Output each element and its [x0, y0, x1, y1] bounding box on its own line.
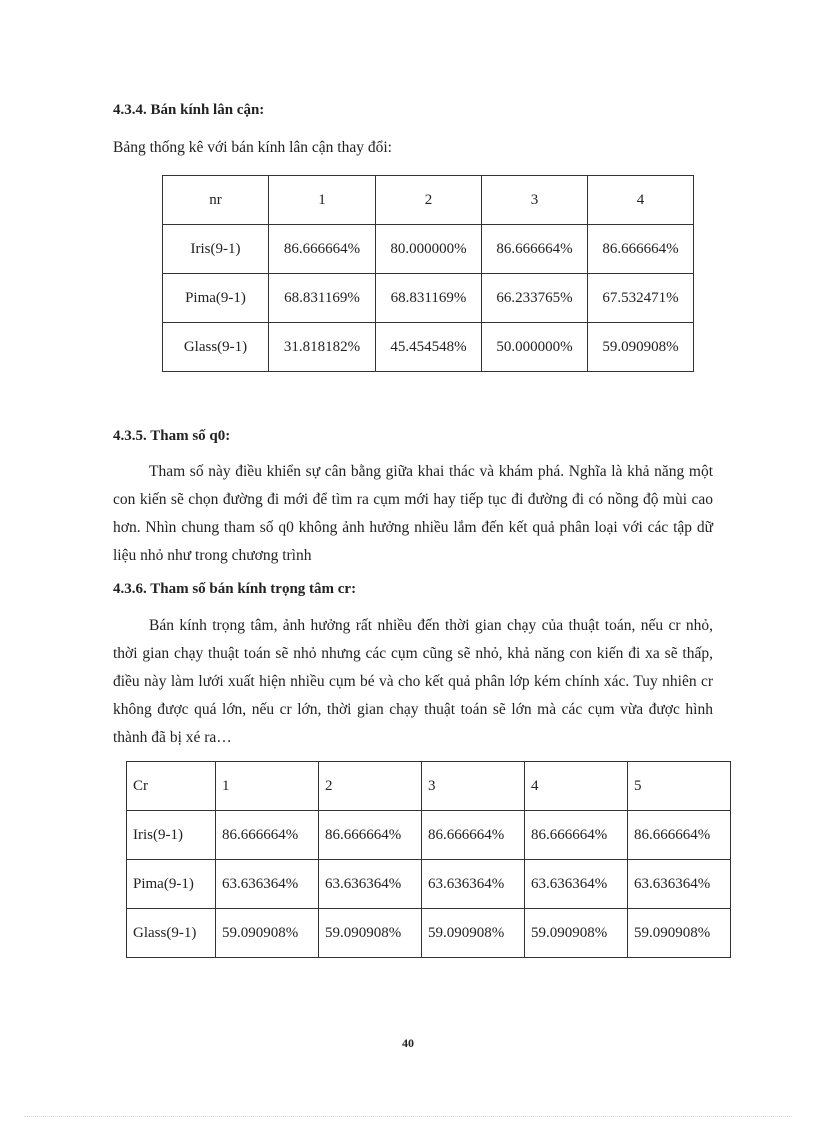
table-header-cell: 4: [525, 762, 628, 811]
table-cell: 50.000000%: [482, 323, 588, 372]
table-cell: 59.090908%: [216, 909, 319, 958]
table-row: [127, 811, 731, 860]
table-cell: 86.666664%: [269, 225, 376, 274]
table-cell: 86.666664%: [422, 811, 525, 860]
table-row: [127, 909, 731, 958]
table-cell: 63.636364%: [216, 860, 319, 909]
table-cell: 45.454548%: [376, 323, 482, 372]
table-row: [163, 323, 694, 372]
table-cell: Glass(9-1): [127, 909, 216, 958]
table-cell: Iris(9-1): [127, 811, 216, 860]
table-header-cell: 5: [628, 762, 731, 811]
table-header-cell: 3: [482, 176, 588, 225]
table-cell: 31.818182%: [269, 323, 376, 372]
table-cell: 80.000000%: [376, 225, 482, 274]
table-header-cell: 1: [216, 762, 319, 811]
table-cell: Pima(9-1): [127, 860, 216, 909]
table-cell: 59.090908%: [422, 909, 525, 958]
table-cell: 63.636364%: [319, 860, 422, 909]
table-cell: 86.666664%: [319, 811, 422, 860]
table-cell: 66.233765%: [482, 274, 588, 323]
section-4-3-5-body: [113, 458, 713, 570]
paragraph-q0: Tham số này điều khiển sự cân bằng giữa khai thác và khám phá. Nghĩa là khả năng một con kiến sẽ chọn đường đi mới để tìm ra cụm mới hay tiếp tục đi đường đi có nồng độ mùi cao hơn. Nhìn chung tham số q0 không ảnh hưởng nhiều lắm đến kết quả phân loại với các tập dữ liệu nhỏ như trong chương trình: [113, 463, 713, 564]
table-cell: Iris(9-1): [163, 225, 269, 274]
table-row: [163, 274, 694, 323]
table-header-cell: 1: [269, 176, 376, 225]
section-4-3-6-body: [113, 612, 713, 752]
section-heading-4-3-4: 4.3.4. Bán kính lân cận:: [113, 102, 265, 118]
table-header-cell: 2: [376, 176, 482, 225]
table1-intro: [113, 134, 713, 162]
table-header-cell: Cr: [127, 762, 216, 811]
page-number: 40: [402, 1036, 414, 1050]
table-cell: 59.090908%: [588, 323, 694, 372]
radius-table: [162, 175, 694, 372]
table-header-cell: 3: [422, 762, 525, 811]
table-row: [127, 860, 731, 909]
table1-intro-text: Bảng thống kê với bán kính lân cận thay đổi:: [113, 139, 392, 156]
table-cell: 59.090908%: [525, 909, 628, 958]
table-cell: 86.666664%: [588, 225, 694, 274]
table-cell: Pima(9-1): [163, 274, 269, 323]
table-header-row: [127, 762, 731, 811]
section-heading-4-3-5: 4.3.5. Tham số q0:: [113, 428, 231, 444]
table-cell: 68.831169%: [269, 274, 376, 323]
table-row: [163, 225, 694, 274]
section-heading-4-3-6: 4.3.6. Tham số bán kính trọng tâm cr:: [113, 581, 357, 597]
table-cell: 59.090908%: [628, 909, 731, 958]
table-header-cell: 2: [319, 762, 422, 811]
table-cell: 67.532471%: [588, 274, 694, 323]
footer-divider: [24, 1116, 792, 1117]
table-header-row: [163, 176, 694, 225]
table-cell: 86.666664%: [482, 225, 588, 274]
table-cell: 63.636364%: [525, 860, 628, 909]
table-cell: 86.666664%: [216, 811, 319, 860]
table-cell: 86.666664%: [525, 811, 628, 860]
table-header-cell: nr: [163, 176, 269, 225]
table-cell: 63.636364%: [422, 860, 525, 909]
table-cell: 63.636364%: [628, 860, 731, 909]
table-cell: Glass(9-1): [163, 323, 269, 372]
table-cell: 86.666664%: [628, 811, 731, 860]
table-cell: 59.090908%: [319, 909, 422, 958]
table-cell: 68.831169%: [376, 274, 482, 323]
centroid-radius-table: [126, 761, 731, 958]
paragraph-cr: Bán kính trọng tâm, ảnh hưởng rất nhiều đến thời gian chạy của thuật toán, nếu cr nhỏ, thời gian chạy thuật toán sẽ nhỏ nhưng các cụm cũng sẽ nhỏ, khả năng con kiến đi xa sẽ thấp, điều này làm lưới xuất hiện nhiều cụm bé và cho kết quả phân lớp kém chính xác. Tuy nhiên cr không được quá lớn, nếu cr lớn, thời gian chạy thuật toán sẽ lớn mà các cụm vừa được hình thành đã bị xé ra…: [113, 617, 713, 746]
table-header-cell: 4: [588, 176, 694, 225]
